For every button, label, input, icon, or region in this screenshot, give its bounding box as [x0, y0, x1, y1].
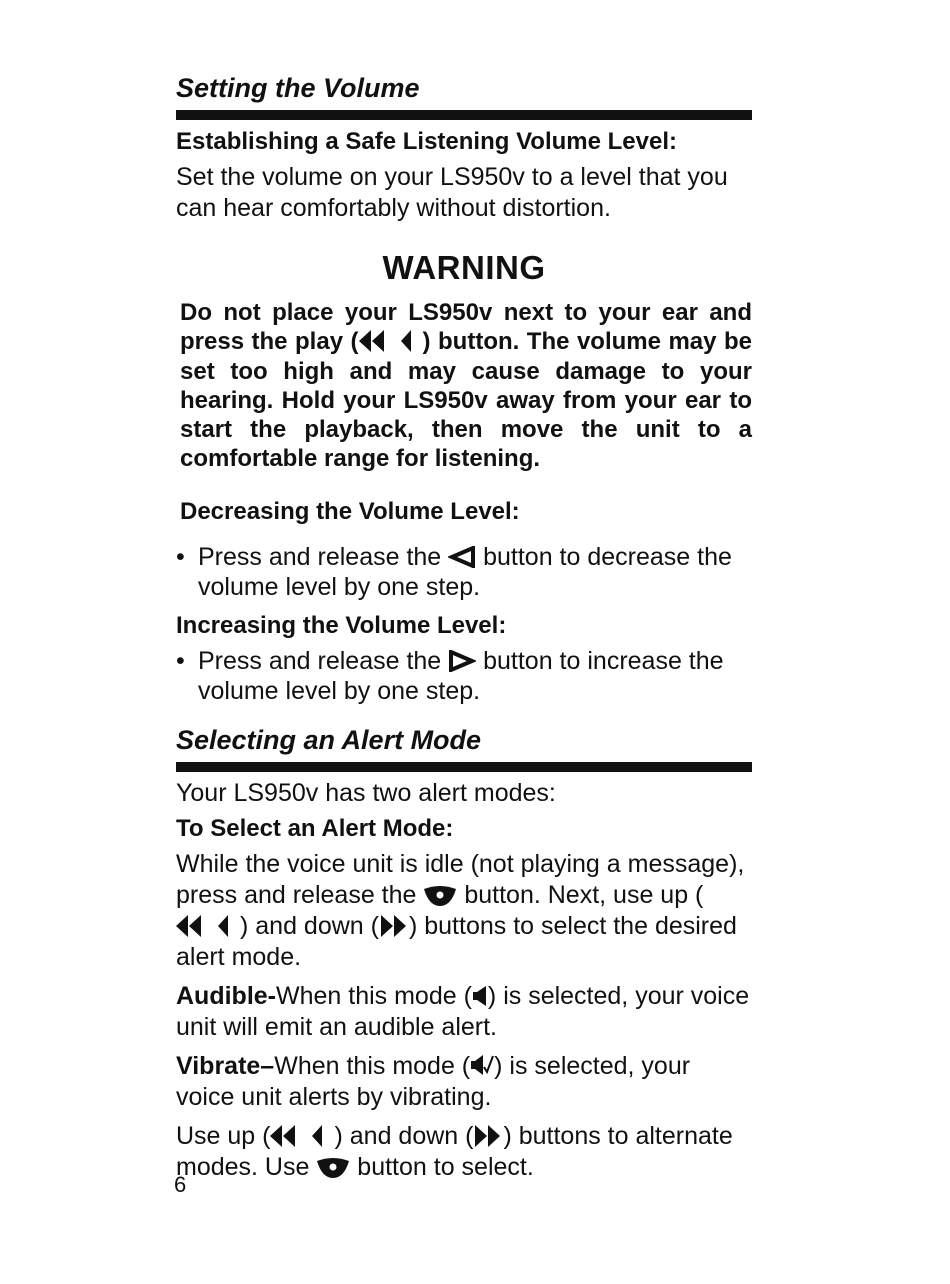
audible-mode-text [176, 981, 752, 1043]
decrease-text-after: button to decrease the volume level by one step. [198, 542, 732, 601]
safe-volume-heading: Establishing a Safe Listening Volume Level: [176, 128, 677, 155]
vibrate-label: Vibrate– [176, 1051, 275, 1080]
warning-text-part2: ) button. The volume may be set too high and may cause damage to your hearing. Hold your LS950v away from your ear to start the playback, then move the unit to a comfortable range for listening. [180, 328, 753, 473]
useup-text-part1: Use up ( [176, 1121, 271, 1150]
bullet-dot: • [176, 646, 185, 675]
volume-down-icon [448, 546, 476, 568]
manual-page [176, 70, 752, 1183]
fast-forward-icon [473, 1125, 503, 1147]
bullet-dot: • [176, 542, 185, 571]
page-number: 6 [174, 1172, 187, 1197]
audible-label: Audible- [176, 981, 276, 1010]
menu-select-icon [316, 1158, 350, 1178]
section-rule [176, 110, 752, 120]
speaker-icon [472, 985, 488, 1007]
increase-volume-bullet [176, 646, 752, 706]
useup-text-part4: button to select. [357, 1152, 534, 1181]
warning-title: WARNING [382, 249, 546, 286]
select-alert-heading: To Select an Alert Mode: [176, 814, 454, 842]
increase-text-before: Press and release the [198, 646, 442, 675]
rewind-play-icon [359, 330, 423, 352]
volume-up-icon [448, 650, 476, 672]
vibrate-icon [470, 1053, 494, 1077]
useup-text-part3: ) buttons to alternate modes. Use [176, 1121, 733, 1181]
vibrate-text-part1: When this mode ( [274, 1051, 471, 1080]
useup-text-part2: ) and down ( [334, 1121, 474, 1150]
increase-volume-heading: Increasing the Volume Level: [176, 611, 507, 639]
increase-text-after: button to increase the volume level by one step. [198, 646, 724, 705]
audible-text-part1: When this mode ( [276, 981, 472, 1010]
audible-text-part2: ) is selected, your voice unit will emit an audible alert. [176, 981, 750, 1041]
section-rule [176, 762, 752, 772]
select-alert-instructions [176, 849, 752, 973]
idle-text-part2: button. Next, use up ( [464, 880, 704, 909]
safe-volume-text: Set the volume on your LS950v to a level that you can hear comfortably without distortion. [176, 163, 728, 222]
rewind-play-icon [176, 915, 240, 937]
section-title-alert-mode: Selecting an Alert Mode [176, 724, 482, 755]
increase-volume-text [198, 646, 752, 706]
section-title-setting-volume: Setting the Volume [176, 73, 420, 103]
menu-select-icon [423, 886, 457, 906]
decrease-text-before: Press and release the [198, 542, 442, 571]
idle-text-part4: ) buttons to select the desired alert mode. [176, 911, 737, 971]
alternate-modes-text [176, 1121, 752, 1183]
rewind-play-icon [270, 1125, 334, 1147]
decrease-volume-heading: Decreasing the Volume Level: [180, 497, 520, 525]
fast-forward-icon [379, 915, 409, 937]
vibrate-mode-text [176, 1051, 752, 1113]
warning-text [180, 298, 752, 474]
idle-text-part3: ) and down ( [240, 911, 379, 940]
warning-text-part1: Do not place your LS950v next to your ear and press the play ( [180, 299, 752, 356]
vibrate-text-part2: ) is selected, your voice unit alerts by vibrating. [176, 1051, 691, 1111]
decrease-volume-bullet [176, 542, 752, 602]
alert-modes-intro: Your LS950v has two alert modes: [176, 778, 556, 807]
idle-text-part1: While the voice unit is idle (not playing a message), press and release the [176, 849, 745, 909]
decrease-volume-text [198, 542, 752, 602]
